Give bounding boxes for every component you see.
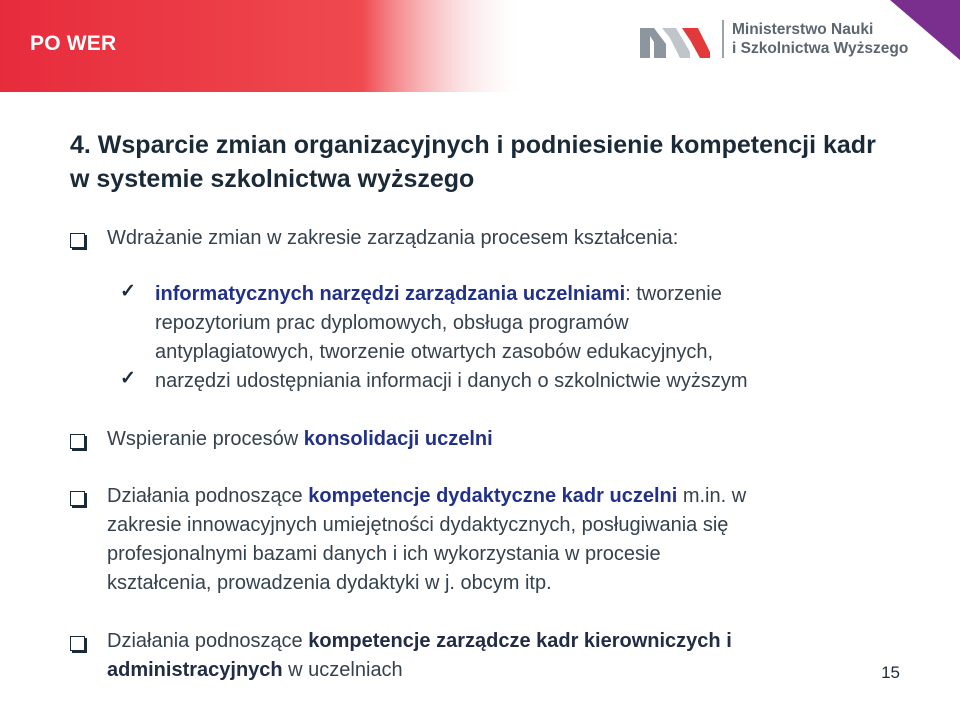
bullet-4-line-1 xyxy=(107,627,732,656)
bullet-1-sub-1-rest: : tworzenie xyxy=(625,283,722,305)
bullet-4-post: w uczelniach xyxy=(282,659,403,681)
bullet-2-text xyxy=(107,425,493,454)
bullet-2-bold: konsolidacji uczelni xyxy=(303,428,493,450)
bullet-3-line-2: zakresie innowacyjnych umiejętności dydaktycznych, posługiwania się xyxy=(107,514,729,536)
bullet-3-line-4: kształcenia, prowadzenia dydaktyki w j. obcym itp. xyxy=(107,572,552,594)
checkmark-icon: ✓ xyxy=(120,368,136,389)
page-number: 15 xyxy=(881,663,900,682)
bullet-4-line-2 xyxy=(107,656,403,685)
bullet-1-sub-2: narzędzi udostępniania informacji i danych o szkolnictwie wyższym xyxy=(155,370,748,392)
bullet-3-line-1 xyxy=(107,482,746,511)
checkbox-bullet-icon xyxy=(70,233,85,248)
checkbox-bullet-icon xyxy=(70,491,85,506)
bullet-3-post: m.in. w xyxy=(677,485,747,507)
ministry-logo xyxy=(640,18,909,62)
checkmark-icon: ✓ xyxy=(120,281,136,302)
bullet-4-pre: Działania podnoszące xyxy=(107,630,309,652)
bullet-4-bold-2: administracyjnych xyxy=(107,659,283,681)
slide-title: 4. Wsparcie zmian organizacyjnych i podniesienie kompetencji kadr w systemie szkolnictwa wyższego xyxy=(70,131,876,193)
ministry-name xyxy=(732,20,908,58)
banner-fade xyxy=(360,0,580,92)
ministry-logo-mark-icon xyxy=(640,22,710,58)
bullet-1-sub-1-line-1 xyxy=(155,280,722,309)
ministry-name-line1: Ministerstwo Nauki xyxy=(732,21,874,38)
bullet-2-pre: Wspieranie procesów xyxy=(107,428,304,450)
bullet-3-pre: Działania podnoszące xyxy=(107,485,309,507)
checkbox-bullet-icon xyxy=(70,636,85,651)
logo-divider xyxy=(722,20,724,58)
bullet-1-sub-1-line-2: repozytorium prac dyplomowych, obsługa programów xyxy=(155,312,629,334)
ministry-name-line2: i Szkolnictwa Wyższego xyxy=(732,40,909,57)
bullet-3-line-3: profesjonalnymi bazami danych i ich wykorzystania w procesie xyxy=(107,543,661,565)
bullet-4-bold-1: kompetencje zarządcze kadr kierowniczych i xyxy=(308,630,732,652)
bullet-1-sub-1-bold: informatycznych narzędzi zarządzania uczelniami xyxy=(155,283,626,305)
bullet-1-text: Wdrażanie zmian w zakresie zarządzania procesem kształcenia: xyxy=(107,227,679,249)
corner-triangle-icon xyxy=(890,0,960,60)
header-bar xyxy=(0,0,960,92)
bullet-1-sub-1-line-3: antyplagiatowych, tworzenie otwartych zasobów edukacyjnych, xyxy=(155,341,714,363)
checkbox-bullet-icon xyxy=(70,434,85,449)
bullet-3-bold: kompetencje dydaktyczne kadr uczelni xyxy=(308,485,678,507)
program-tag: PO WER xyxy=(30,32,117,55)
